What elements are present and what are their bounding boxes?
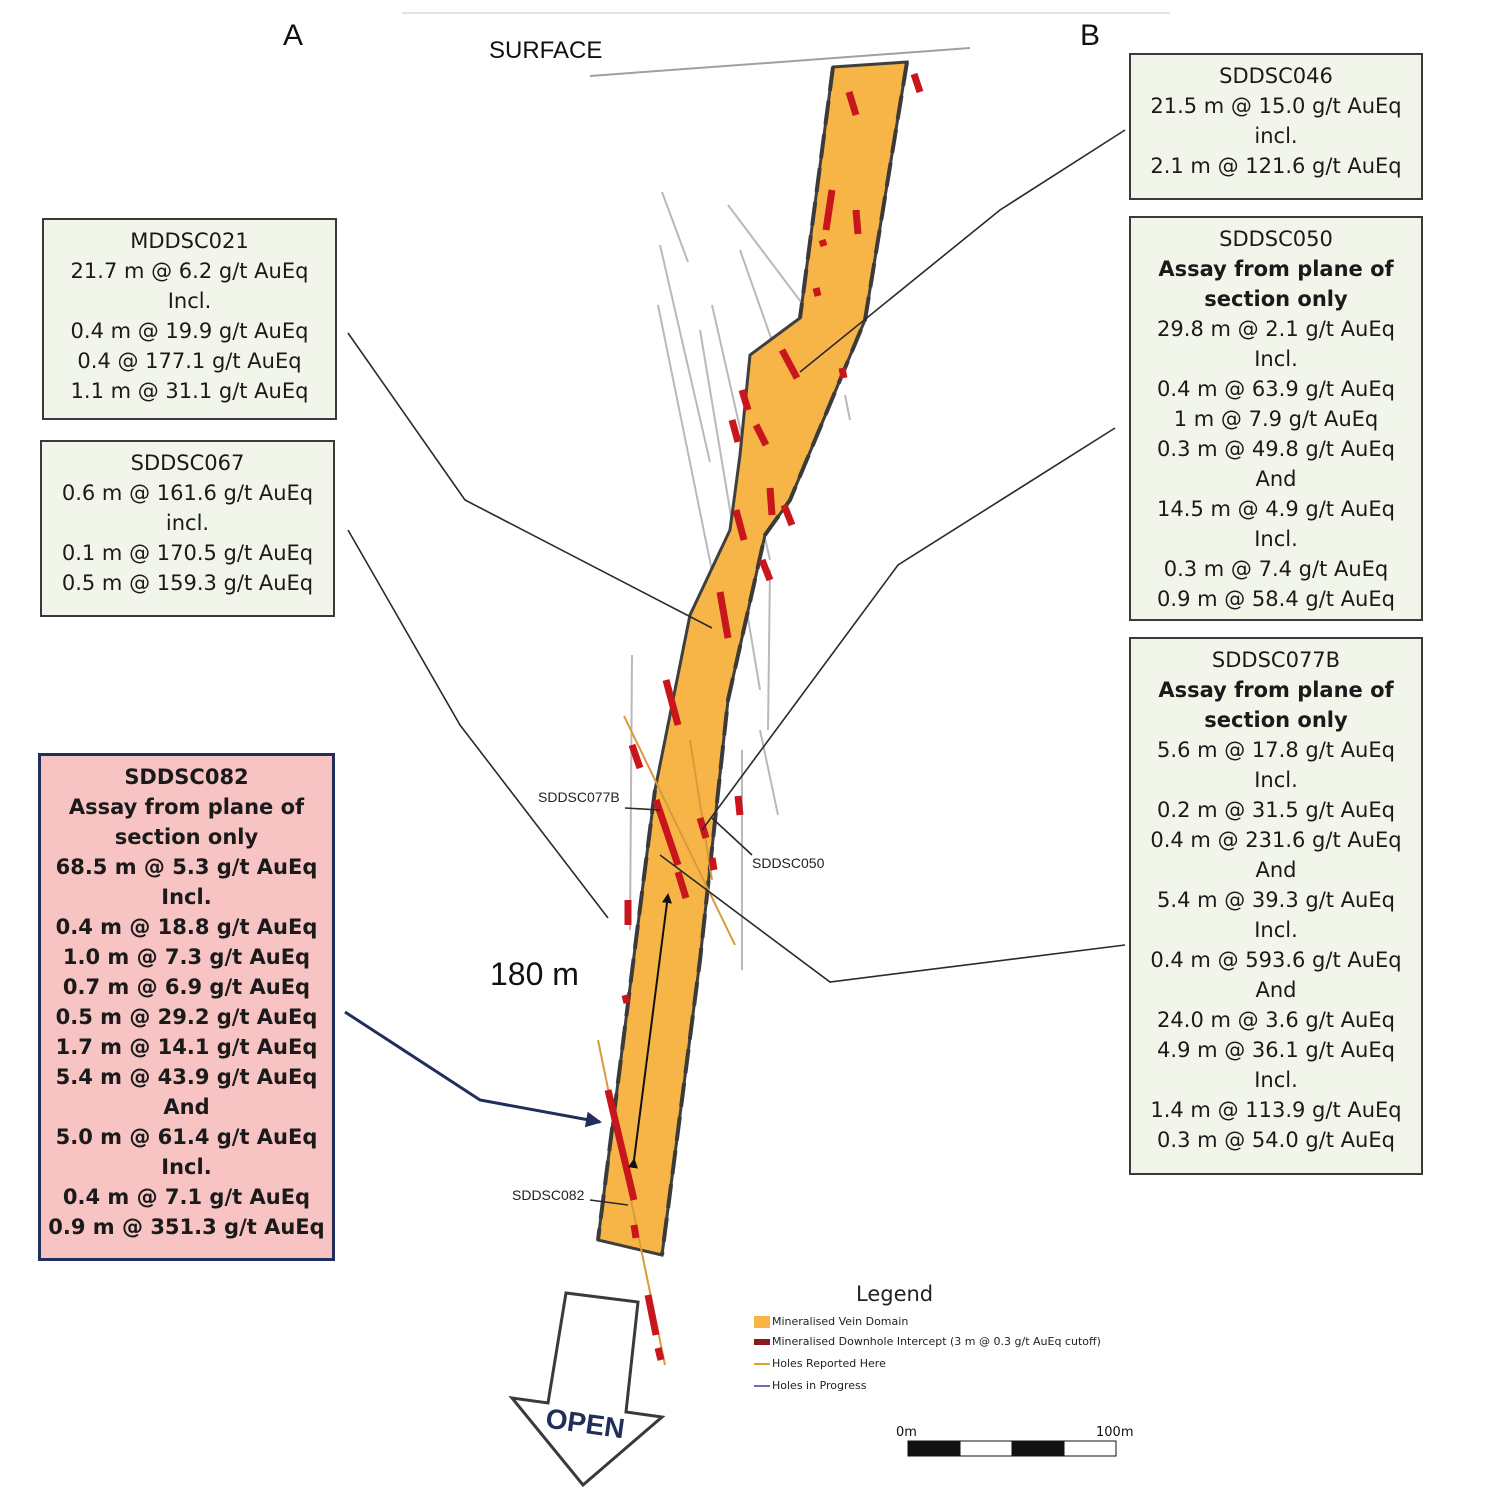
callout-mddsc021 — [42, 218, 337, 420]
callout-line: 0.4 m @ 19.9 g/t AuEq — [70, 319, 309, 343]
intercept — [816, 288, 818, 296]
callout-title: SDDSC050 — [1219, 227, 1333, 251]
hole-label-sddsc050: SDDSC050 — [752, 855, 825, 871]
hole-label-sddsc082: SDDSC082 — [512, 1187, 585, 1203]
callout-line: 0.9 m @ 58.4 g/t AuEq — [1157, 587, 1395, 611]
intercept — [914, 74, 920, 92]
callout-line: 0.3 m @ 7.4 g/t AuEq — [1163, 557, 1389, 581]
intercept — [784, 505, 792, 525]
callout-line: And — [1255, 978, 1297, 1002]
callout-line: Incl. — [167, 289, 212, 313]
callout-line: 1.4 m @ 113.9 g/t AuEq — [1150, 1098, 1402, 1122]
legend-item-vein: Mineralised Vein Domain — [772, 1315, 909, 1328]
intercept — [634, 1225, 636, 1238]
surface-line — [590, 48, 970, 76]
drill-hole — [630, 655, 632, 930]
callout-title: SDDSC077B — [1211, 648, 1341, 672]
callout-line: 0.6 m @ 161.6 g/t AuEq — [61, 481, 314, 505]
callout-line: 29.8 m @ 2.1 g/t AuEq — [1157, 317, 1395, 341]
section-label-b: B — [1080, 19, 1101, 52]
callout-line: 1 m @ 7.9 g/t AuEq — [1173, 407, 1379, 431]
callout-line: Assay from plane of — [68, 795, 305, 819]
callout-line: Incl. — [161, 1155, 212, 1179]
leader-line-mddsc021 — [348, 333, 712, 628]
callout-line: 5.4 m @ 39.3 g/t AuEq — [1157, 888, 1395, 912]
legend-item-holes-reported: Holes Reported Here — [772, 1357, 886, 1370]
intercept — [712, 858, 714, 870]
callout-line: 1.0 m @ 7.3 g/t AuEq — [62, 945, 311, 969]
legend-item-intercept: Mineralised Downhole Intercept (3 m @ 0.3 g/t AuEq cutoff) — [772, 1335, 1101, 1348]
callout-line: 0.4 m @ 63.9 g/t AuEq — [1157, 377, 1395, 401]
callout-sddsc077b — [1129, 637, 1423, 1175]
callout-line: 0.5 m @ 159.3 g/t AuEq — [61, 571, 314, 595]
callout-line: 5.4 m @ 43.9 g/t AuEq — [55, 1065, 318, 1089]
callout-line: 5.6 m @ 17.8 g/t AuEq — [1157, 738, 1395, 762]
callout-subtitle: Assay from plane of — [1158, 257, 1394, 281]
callout-subtitle: section only — [1204, 708, 1348, 732]
callout-line: 0.4 m @ 231.6 g/t AuEq — [1150, 828, 1402, 852]
callout-sddsc046 — [1129, 53, 1423, 200]
callout-line: 0.4 m @ 18.8 g/t AuEq — [55, 915, 318, 939]
scale-end-label: 100m — [1096, 1425, 1134, 1440]
callout-line: Incl. — [1254, 347, 1298, 371]
intercept — [822, 240, 824, 246]
sddsc082-pointer-arrow — [345, 1012, 600, 1122]
callout-line: 21.7 m @ 6.2 g/t AuEq — [70, 259, 309, 283]
callout-line: 0.4 m @ 7.1 g/t AuEq — [62, 1185, 311, 1209]
callout-line: Incl. — [1254, 918, 1298, 942]
legend-swatch-vein — [754, 1316, 770, 1328]
callout-line: 0.3 m @ 49.8 g/t AuEq — [1157, 437, 1395, 461]
intercept — [738, 796, 740, 815]
leader-line-sddsc067 — [348, 530, 608, 918]
intercept — [658, 1348, 661, 1360]
legend-swatch-holes-progress — [754, 1385, 770, 1387]
callout-line: 4.9 m @ 36.1 g/t AuEq — [1157, 1038, 1395, 1062]
intercept — [842, 368, 844, 378]
callout-line: 14.5 m @ 4.9 g/t AuEq — [1157, 497, 1395, 521]
open-label: OPEN — [543, 1402, 627, 1445]
legend-swatch-holes-reported — [754, 1363, 770, 1365]
callout-line: 24.0 m @ 3.6 g/t AuEq — [1157, 1008, 1395, 1032]
callout-line: 0.5 m @ 29.2 g/t AuEq — [55, 1005, 318, 1029]
callout-subtitle: Assay from plane of — [1158, 678, 1394, 702]
hole-label-sddsc077b: SDDSC077B — [538, 789, 620, 805]
leader-line-sddsc077b — [660, 855, 1125, 982]
legend-item-holes-progress: Holes in Progress — [772, 1379, 867, 1392]
intercept — [648, 1295, 656, 1335]
intercept — [625, 995, 627, 1003]
legend — [752, 1282, 1172, 1402]
callout-line: incl. — [165, 511, 210, 535]
callout-line: 0.3 m @ 54.0 g/t AuEq — [1157, 1128, 1395, 1152]
drill-hole — [768, 570, 770, 730]
callout-title: SDDSC067 — [130, 451, 245, 475]
scale-start-label: 0m — [896, 1425, 917, 1440]
intercept — [770, 488, 772, 515]
callout-line: 21.5 m @ 15.0 g/t AuEq — [1150, 94, 1402, 118]
callout-line: 2.1 m @ 121.6 g/t AuEq — [1150, 154, 1402, 178]
scale-bar-segment — [1064, 1441, 1116, 1456]
callout-line: Incl. — [1254, 527, 1298, 551]
callout-line: 0.4 m @ 593.6 g/t AuEq — [1150, 948, 1402, 972]
drill-hole — [760, 730, 778, 815]
callout-line: 1.7 m @ 14.1 g/t AuEq — [55, 1035, 318, 1059]
open-arrow — [512, 1293, 662, 1485]
section-label-a: A — [283, 19, 304, 52]
hole-label-line-sddsc050 — [712, 818, 752, 855]
drill-hole — [845, 395, 850, 420]
callout-subtitle: section only — [1204, 287, 1348, 311]
callout-sddsc082 — [38, 753, 335, 1261]
callout-line: 0.9 m @ 351.3 g/t AuEq — [48, 1215, 325, 1239]
legend-swatch-intercept — [754, 1339, 770, 1345]
callout-line: And — [1255, 858, 1297, 882]
surface-label: SURFACE — [489, 37, 603, 64]
callout-sddsc067 — [40, 440, 335, 617]
callout-line: And — [1255, 467, 1297, 491]
callout-line: 0.2 m @ 31.5 g/t AuEq — [1157, 798, 1395, 822]
callout-line: And — [163, 1095, 210, 1119]
callout-line: 0.1 m @ 170.5 g/t AuEq — [61, 541, 314, 565]
scale-bar-segment — [960, 1441, 1012, 1456]
callout-line: incl. — [1254, 124, 1298, 148]
callout-line: 5.0 m @ 61.4 g/t AuEq — [55, 1125, 318, 1149]
callout-line: section only — [114, 825, 259, 849]
callout-line: 1.1 m @ 31.1 g/t AuEq — [70, 379, 309, 403]
intercept — [732, 420, 738, 442]
callout-title: SDDSC046 — [1219, 64, 1333, 88]
callout-line: Incl. — [1254, 768, 1298, 792]
intercept — [762, 560, 770, 580]
scale-bar — [896, 1425, 1133, 1456]
intercept — [856, 210, 858, 234]
callout-line: 0.7 m @ 6.9 g/t AuEq — [62, 975, 311, 999]
callout-line: 68.5 m @ 5.3 g/t AuEq — [55, 855, 318, 879]
callout-title: SDDSC082 — [124, 765, 249, 789]
callout-line: Incl. — [161, 885, 212, 909]
legend-title: Legend — [856, 1282, 934, 1306]
scale-bar-segment — [908, 1441, 960, 1456]
callout-line: 0.4 @ 177.1 g/t AuEq — [77, 349, 302, 373]
scale-bar-segment — [1012, 1441, 1064, 1456]
callout-sddsc050 — [1129, 216, 1423, 621]
callout-line: Incl. — [1254, 1068, 1298, 1092]
dimension-label: 180 m — [490, 956, 579, 992]
drill-hole — [662, 192, 688, 262]
callout-title: MDDSC021 — [130, 229, 249, 253]
